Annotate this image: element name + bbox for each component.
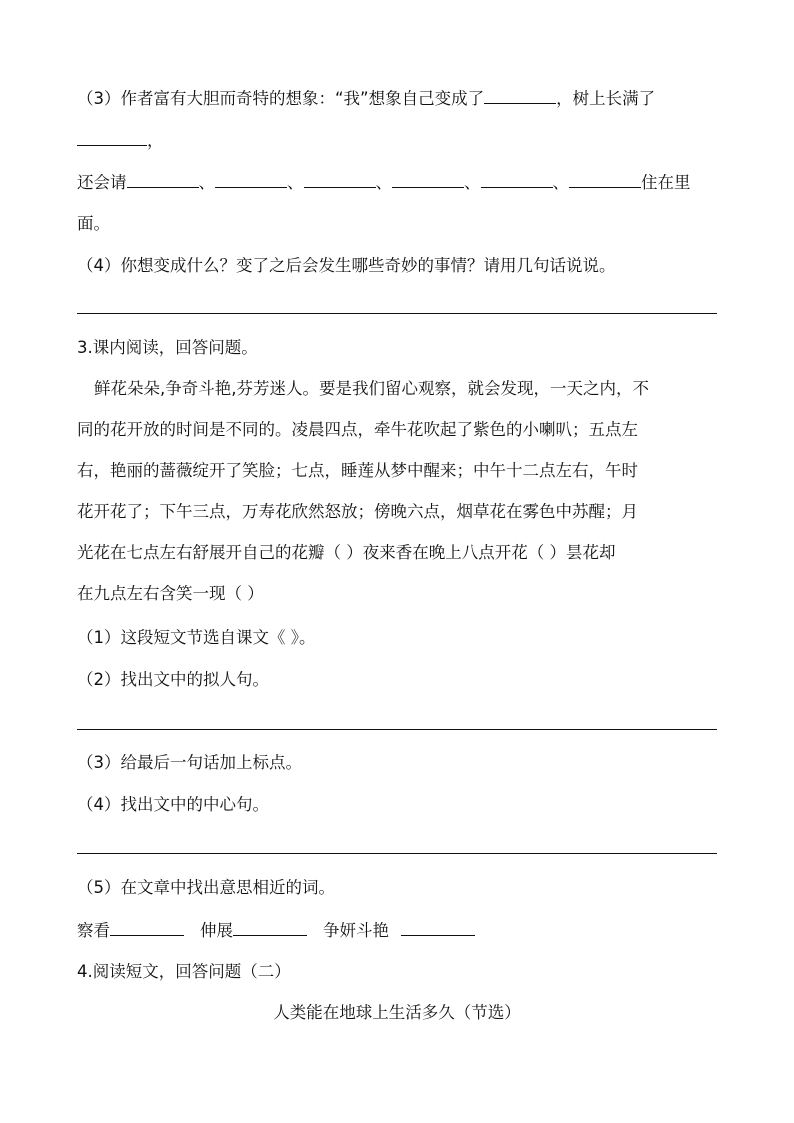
passage-line-2: 同的花开放的时间是不同的。凌晨四点，牵牛花吹起了紫色的小喇叭；五点左 — [77, 420, 638, 439]
word-3: 争妍斗艳 — [323, 921, 389, 940]
q3-sub1: （1）这段短文节选自课文《 》。 — [77, 628, 316, 647]
q2-3-line2 — [77, 128, 164, 153]
q2-3-line4: 面。 — [77, 214, 110, 233]
q2-3-end: 住在里 — [641, 173, 691, 192]
separator: 、 — [198, 173, 215, 192]
q2-3-start: 还会请 — [77, 173, 127, 192]
q2-3-line3 — [77, 170, 691, 195]
fill-blank[interactable] — [77, 128, 147, 146]
separator: 、 — [552, 173, 569, 192]
q3-title: 3.课内阅读，回答问题。 — [77, 338, 258, 357]
q2-3-mid: ，树上长满了 — [556, 89, 656, 108]
fill-blank[interactable] — [110, 918, 184, 936]
q2-3-text: （3）作者富有大胆而奇特的想象：“我”想象自己变成了 — [77, 89, 485, 108]
passage-line-5: 光花在七点左右舒展开自己的花瓣（ ）夜来香在晚上八点开花（ ）昙花却 — [77, 543, 616, 562]
q3-sub5: （5）在文章中找出意思相近的词。 — [77, 878, 335, 897]
fill-blank[interactable] — [304, 170, 376, 188]
fill-blank[interactable] — [481, 170, 553, 188]
q3-sub2: （2）找出文中的拟人句。 — [77, 670, 269, 689]
fill-blank[interactable] — [484, 86, 556, 104]
word-1: 察看 — [77, 921, 110, 940]
fill-blank[interactable] — [569, 170, 641, 188]
answer-line[interactable] — [77, 853, 717, 854]
passage-line-1: 鲜花朵朵,争奇斗艳,芬芳迷人。要是我们留心观察，就会发现，一天之内，不 — [94, 379, 649, 398]
q2-3-comma: ， — [147, 131, 164, 150]
article-title: 人类能在地球上生活多久（节选） — [273, 1003, 521, 1022]
passage-line-6: 在九点左右含笑一现（ ） — [77, 584, 264, 603]
passage-line-4: 花开花了；下午三点，万寿花欣然怒放；傍晚六点，烟草花在雾色中苏醒；月 — [77, 502, 638, 521]
passage-line-3: 右，艳丽的蔷薇绽开了笑脸；七点，睡莲从梦中醒来；中午十二点左右，午时 — [77, 461, 638, 480]
q2-4-prompt: （4）你想变成什么？变了之后会发生哪些奇妙的事情？请用几句话说说。 — [77, 256, 616, 275]
fill-blank[interactable] — [233, 918, 307, 936]
q2-3-line1 — [77, 86, 655, 111]
fill-blank[interactable] — [401, 918, 475, 936]
synonym-row — [77, 918, 475, 943]
separator: 、 — [464, 173, 481, 192]
fill-blank[interactable] — [127, 170, 199, 188]
fill-blank[interactable] — [215, 170, 287, 188]
answer-line[interactable] — [77, 729, 717, 730]
q3-sub4: （4）找出文中的中心句。 — [77, 795, 269, 814]
fill-blank[interactable] — [392, 170, 464, 188]
q3-sub3: （3）给最后一句话加上标点。 — [77, 753, 302, 772]
q4-title: 4.阅读短文，回答问题（二） — [77, 962, 291, 981]
word-2: 伸展 — [200, 921, 233, 940]
separator: 、 — [375, 173, 392, 192]
answer-line[interactable] — [77, 313, 717, 314]
separator: 、 — [287, 173, 304, 192]
